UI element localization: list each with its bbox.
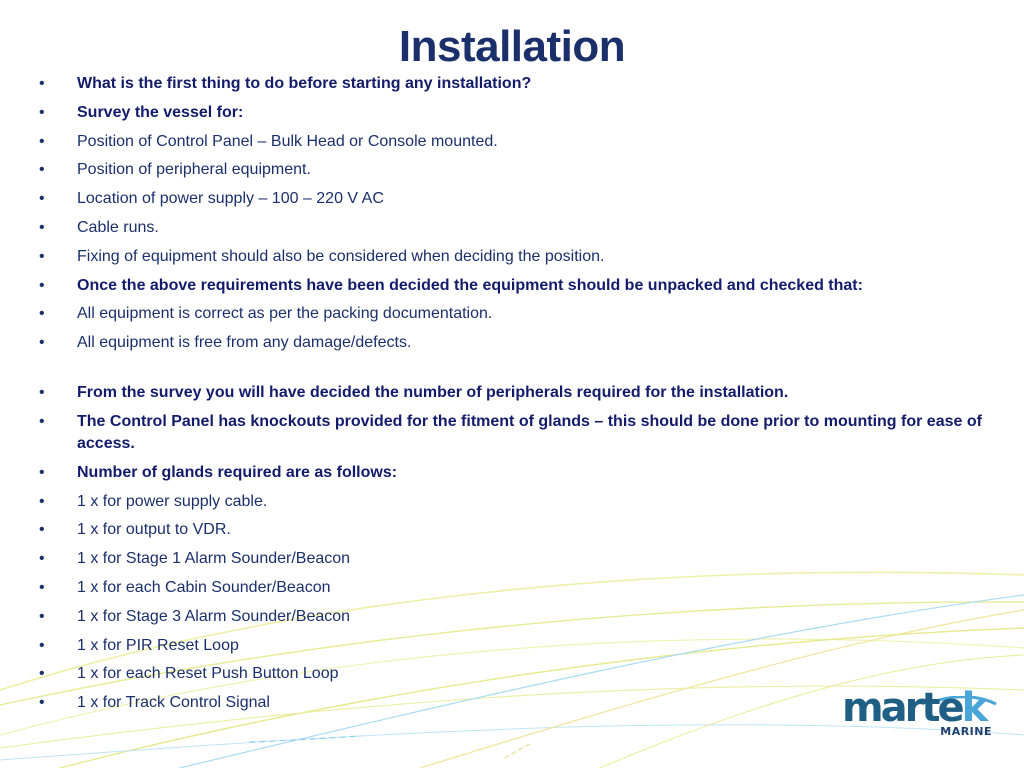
bullet-text: 1 x for each Cabin Sounder/Beacon bbox=[77, 578, 331, 596]
bullet-item bbox=[39, 332, 999, 354]
bullet-icon: • bbox=[39, 305, 45, 323]
bullet-icon: • bbox=[39, 463, 45, 481]
bullet-icon: • bbox=[39, 607, 45, 625]
logo-wordmark-main: marte bbox=[842, 685, 962, 731]
bullet-item bbox=[39, 217, 999, 239]
bullet-item bbox=[39, 606, 999, 628]
bullet-item bbox=[39, 131, 999, 153]
bullet-item bbox=[39, 663, 999, 685]
bullet-item bbox=[39, 635, 999, 657]
bullet-text: What is the first thing to do before starting any installation? bbox=[77, 75, 532, 92]
bullet-icon: • bbox=[39, 276, 45, 294]
bullet-text: The Control Panel has knockouts provided for the fitment of glands – this should be done prior to mounting for ease of access. bbox=[77, 412, 982, 452]
bullet-item bbox=[39, 491, 999, 513]
bullet-icon: • bbox=[39, 492, 45, 510]
bullet-text: Fixing of equipment should also be considered when deciding the position. bbox=[77, 247, 605, 265]
bullet-text: 1 x for PIR Reset Loop bbox=[77, 636, 239, 654]
bullet-icon: • bbox=[39, 665, 45, 683]
bullet-list bbox=[39, 73, 999, 721]
bullet-item bbox=[39, 73, 999, 95]
bullet-text: 1 x for output to VDR. bbox=[77, 521, 231, 539]
bullet-item bbox=[39, 188, 999, 210]
bullet-text: 1 x for power supply cable. bbox=[77, 492, 268, 510]
bullet-icon: • bbox=[39, 132, 45, 150]
bullet-text: 1 x for Track Control Signal bbox=[77, 694, 270, 712]
bullet-icon: • bbox=[39, 75, 45, 92]
bullet-item bbox=[39, 462, 999, 484]
bullet-item bbox=[39, 548, 999, 570]
martek-marine-logo bbox=[840, 685, 1000, 744]
bullet-text: Once the above requirements have been decided the equipment should be unpacked and checked that: bbox=[77, 276, 863, 294]
bullet-text: Survey the vessel for: bbox=[77, 103, 244, 121]
bullet-icon: • bbox=[39, 161, 45, 179]
bullet-text: Cable runs. bbox=[77, 218, 159, 236]
bullet-icon: • bbox=[39, 218, 45, 236]
bullet-text: 1 x for Stage 1 Alarm Sounder/Beacon bbox=[77, 550, 351, 568]
bullet-icon: • bbox=[39, 578, 45, 596]
bullet-item bbox=[39, 246, 999, 268]
bullet-icon: • bbox=[39, 521, 45, 539]
logo-subtitle: MARINE bbox=[940, 725, 992, 738]
bullet-text: Position of peripheral equipment. bbox=[77, 161, 311, 179]
bullet-item bbox=[39, 102, 999, 124]
logo-wordmark-accent: k bbox=[961, 685, 986, 731]
bullet-item bbox=[39, 159, 999, 181]
logo-wordmark bbox=[842, 686, 985, 730]
bullet-text: Number of glands required are as follows: bbox=[77, 463, 398, 481]
bullet-item bbox=[39, 382, 999, 404]
bullet-text: Position of Control Panel – Bulk Head or Console mounted. bbox=[77, 132, 498, 150]
bullet-item bbox=[39, 303, 999, 325]
bullet-icon: • bbox=[39, 334, 45, 352]
bullet-item bbox=[39, 275, 999, 297]
bullet-item bbox=[39, 411, 999, 455]
bullet-icon: • bbox=[39, 247, 45, 265]
bullet-item bbox=[39, 519, 999, 541]
bullet-text: 1 x for each Reset Push Button Loop bbox=[77, 665, 339, 683]
bullet-icon: • bbox=[39, 412, 45, 430]
bullet-text: Location of power supply – 100 – 220 V AC bbox=[77, 190, 384, 208]
bullet-text: All equipment is free from any damage/defects. bbox=[77, 334, 412, 352]
bullet-icon: • bbox=[39, 190, 45, 208]
bullet-item bbox=[39, 577, 999, 599]
bullet-icon: • bbox=[39, 636, 45, 654]
bullet-text: All equipment is correct as per the packing documentation. bbox=[77, 305, 493, 323]
bullet-text: From the survey you will have decided the number of peripherals required for the installation. bbox=[77, 384, 789, 402]
bullet-icon: • bbox=[39, 694, 45, 712]
slide-title: Installation bbox=[398, 22, 626, 71]
bullet-icon: • bbox=[39, 550, 45, 568]
bullet-icon: • bbox=[39, 103, 45, 121]
bullet-icon: • bbox=[39, 384, 45, 402]
bullet-text: 1 x for Stage 3 Alarm Sounder/Beacon bbox=[77, 607, 351, 625]
